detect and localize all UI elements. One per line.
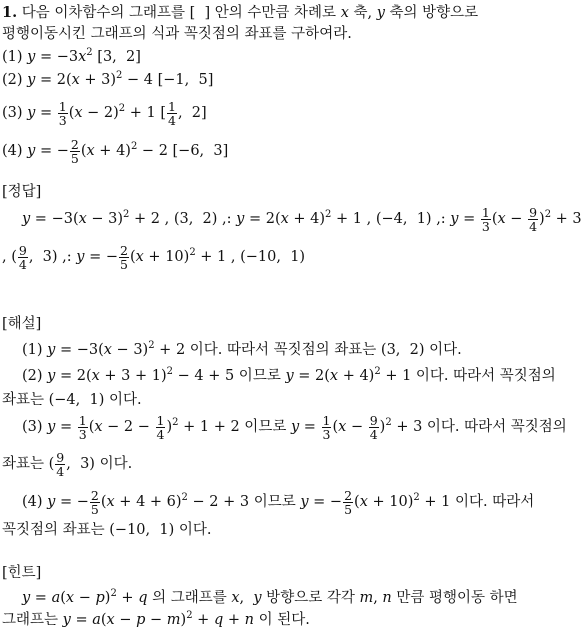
hint-header: [힌트] (2, 565, 42, 581)
problem-statement-text: 다음 이차함수의 그래프를 [ ] 안의 수만큼 차례로 x 축, y 축의 방향으로 (21, 5, 479, 21)
solution-step-4-line-2: 꼭짓점의 좌표는 (−10, 1) 이다. (2, 522, 212, 538)
hint-line-1: $y = a(x - p)^2 + q$ 의 그래프를 x, y 방향으로 각각 m, n 만큼 평행이동 하면 (22, 588, 518, 606)
solution-step-1: (1) $y = -3(x - 3)^2 + 2$ 이다. 따라서 꼭짓점의 좌표는 (3, 2) 이다. (22, 340, 462, 358)
item-label: (1) (2, 49, 23, 65)
solution-step-2-line-2: 좌표는 (−4, 1) 이다. (2, 392, 142, 408)
answer-line-2: , ( $\frac{9}{4}$ , 3) ,: y = − $\frac{2}{5}$ $(x + 10)^2 + 1$ , (−10, 1) (2, 242, 306, 272)
answer-line-1: $y = -3(x - 3)^2 + 2$ , (3, 2) ,: $y = 2(x + 4)^2 + 1$ , (−4, 1) ,: y = $\frac{1}{3}$ (x − $\frac{9}{4}$ )$^2$ + 3 (22, 204, 582, 234)
problem-item-2: (2) $y = 2(x + 3)^2 - 4$ [−1, 5] (2, 70, 214, 88)
problem-number: 1. (2, 4, 18, 21)
solution-header: [해설] (2, 316, 42, 332)
solution-step-3-line-2: 좌표는 ( $\frac{9}{4}$ , 3) 이다. (2, 449, 133, 479)
item-label: (2) (2, 72, 23, 88)
problem-item-3: (3) y = $\frac{1}{3}$ $(x - 2)^2 + 1$ [ $\frac{1}{4}$ , 2] (2, 98, 207, 128)
problem-statement-line-2: 평행이동시킨 그래프의 식과 꼭짓점의 좌표를 구하여라. (2, 26, 352, 42)
solution-step-3-line-1: (3) y = $\frac{1}{3}$ (x − 2 − $\frac{1}{4}$ )$^2$ + 1 + 2 이므로 y = $\frac{1}{3}$ (x − $\frac{9}{4}$ )$^2$ + 3 이다. 따라서 꼭짓점의 (22, 412, 567, 442)
problem-statement-line-1 (2, 3, 571, 23)
solution-step-2-line-1: (2) $y = 2(x + 3 + 1)^2 - 4 + 5$ 이므로 $y = 2(x + 4)^2 + 1$ 이다. 따라서 꼭짓점의 (22, 366, 556, 384)
problem-item-4: (4) y = − $\frac{2}{5}$ $(x + 4)^2 - 2$ [−6, 3] (2, 136, 229, 166)
problem-item-1: (1) $y = -3x^2$ [3, 2] (2, 47, 141, 65)
solution-step-4-line-1: (4) y = − $\frac{2}{5}$ $(x + 4 + 6)^2 - 2 + 3$ 이므로 y = − $\frac{2}{5}$ $(x + 10)^2 + 1$ 이다. 따라서 (22, 487, 535, 517)
item-label: (4) (2, 143, 23, 159)
answer-header: [정답] (2, 184, 42, 200)
item-label: (3) (2, 105, 23, 121)
hint-line-2: 그래프는 $y = a(x - p - m)^2 + q + n$ 이 된다. (2, 610, 310, 628)
